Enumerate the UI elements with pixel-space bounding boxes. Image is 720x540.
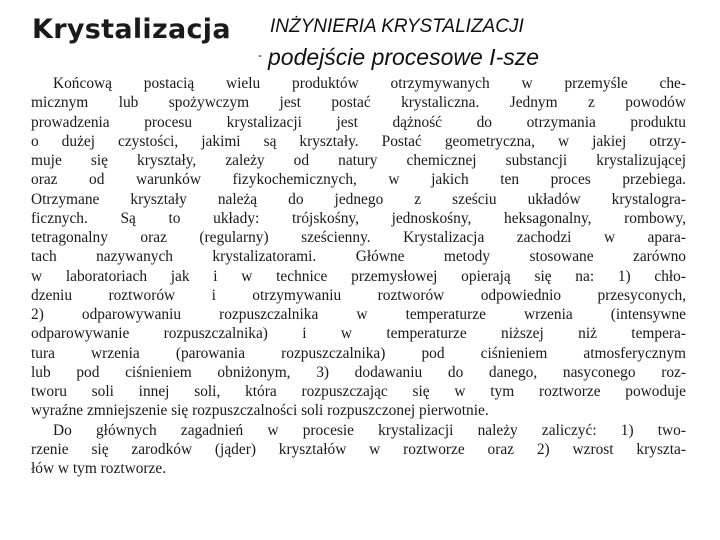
text-line: Do głównych zagadnień w procesie krystalizacji należy zaliczyć: 1) two-: [53, 421, 686, 439]
text-line: w laboratoriach jak i w technice przemysłowej opierają się na: 1) chło-: [31, 267, 686, 285]
text-line: odparowywanie rozpuszczalnika) i w temperaturze niższej niż tempera-: [31, 325, 686, 343]
text-line: tura wrzenia (parowania rozpuszczalnika) pod ciśnieniem atmosferycznym: [31, 344, 686, 362]
text-line: rzenie się zarodków (jąder) kryształów w roztworze oraz 2) wzrost kryszta-: [31, 440, 686, 458]
text-line: micznym lub spożywczym jest postać krystaliczna. Jednym z powodów: [31, 94, 686, 112]
text-line: tworu soli innej soli, która rozpuszczając się w tym roztworze powoduje: [31, 383, 686, 400]
text-line: lub pod ciśnieniem obniżonym, 3) dodawaniu do danego, nasyconego roz-: [31, 363, 686, 381]
subtitle-bottom: [258, 44, 539, 71]
subtitle-main: podejście procesowe I-sze: [268, 44, 540, 70]
page-title: Krystalizacja: [32, 14, 231, 45]
body-text: [31, 74, 686, 478]
text-line: wyraźne zmniejszenie się rozpuszczalności soli rozpuszczonej pierwotnie.: [31, 402, 489, 420]
text-line: łów w tym roztworze.: [31, 460, 167, 477]
text-line: muje się kryształy, zależy od natury chemicznej substancji krystalizującej: [31, 152, 686, 169]
subtitle-top: INŻYNIERIA KRYSTALIZACJI: [270, 16, 524, 37]
text-line: o dużej czystości, jakimi są kryształy. Postać geometryczna, w jakiej otrzy-: [31, 132, 686, 150]
text-line: Końcową postacią wielu produktów otrzymywanych w przemyśle che-: [53, 75, 686, 92]
text-line: tach nazywanych krystalizatorami. Główne metody stosowane zarówno: [31, 248, 686, 266]
text-line: dzeniu roztworów i otrzymywaniu roztworów odpowiednio przesyconych,: [31, 286, 686, 304]
text-line: ficznych. Są to układy: trójskośny, jednoskośny, heksagonalny, rombowy,: [31, 209, 686, 227]
text-line: tetragonalny oraz (regularny) sześcienny. Krystalizacja zachodzi w apara-: [31, 229, 686, 246]
text-line: 2) odparowywaniu rozpuszczalnika w temperaturze wrzenia (intensywne: [31, 306, 686, 323]
text-line: prowadzenia procesu krystalizacji jest dążność do otrzymania produktu: [31, 113, 686, 131]
text-line: oraz od warunków fizykochemicznych, w jakich ten proces przebiega.: [31, 171, 686, 189]
text-line: Otrzymane kryształy należą do jednego z sześciu układów krystalogra-: [31, 190, 686, 208]
subtitle-dash: -: [258, 48, 262, 62]
